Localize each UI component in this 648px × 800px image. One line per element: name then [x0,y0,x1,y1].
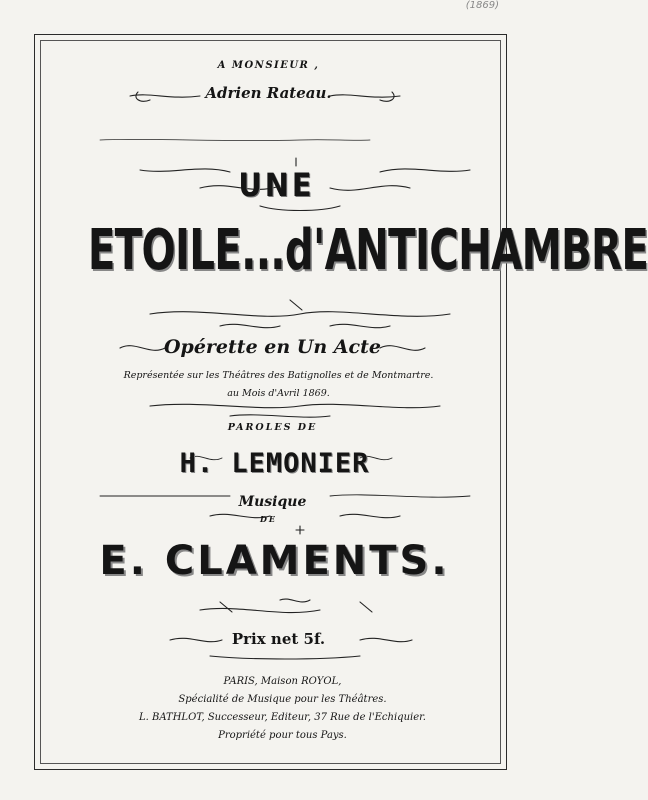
publisher-line-1: PARIS, Maison ROYOL, [223,676,342,687]
subtitle: Opérette en Un Acte [164,336,381,358]
title-line-1: UNE [238,166,315,204]
title-line-2: ETOILE...d'ANTICHAMBRE [87,218,648,283]
performance-date: au Mois d'Avril 1869. [227,388,330,399]
lyrics-label: PAROLES DE [227,422,318,433]
price: Prix net 5f. [231,630,326,648]
publisher-line-3: L. BATHLOT, Successeur, Editeur, 37 Rue de l'Echiquier. [139,712,426,723]
lyricist-name: H. LEMONIER [179,448,370,479]
dedication-prefix: A MONSIEUR , [217,60,320,71]
de-label: DE [259,514,278,524]
publisher-line-2: Spécialité de Musique pour les Théâtres. [178,694,387,705]
music-label: Musique [238,494,307,510]
catalog-mark: (1869) [465,0,499,11]
dedication-name: Adrien Rateau. [205,84,332,102]
composer-name: E. CLAMENTS. [99,538,450,584]
publisher-line-4: Propriété pour tous Pays. [218,730,347,741]
performance-venue: Représentée sur les Théâtres des Batignolles et de Montmartre. [123,370,434,381]
